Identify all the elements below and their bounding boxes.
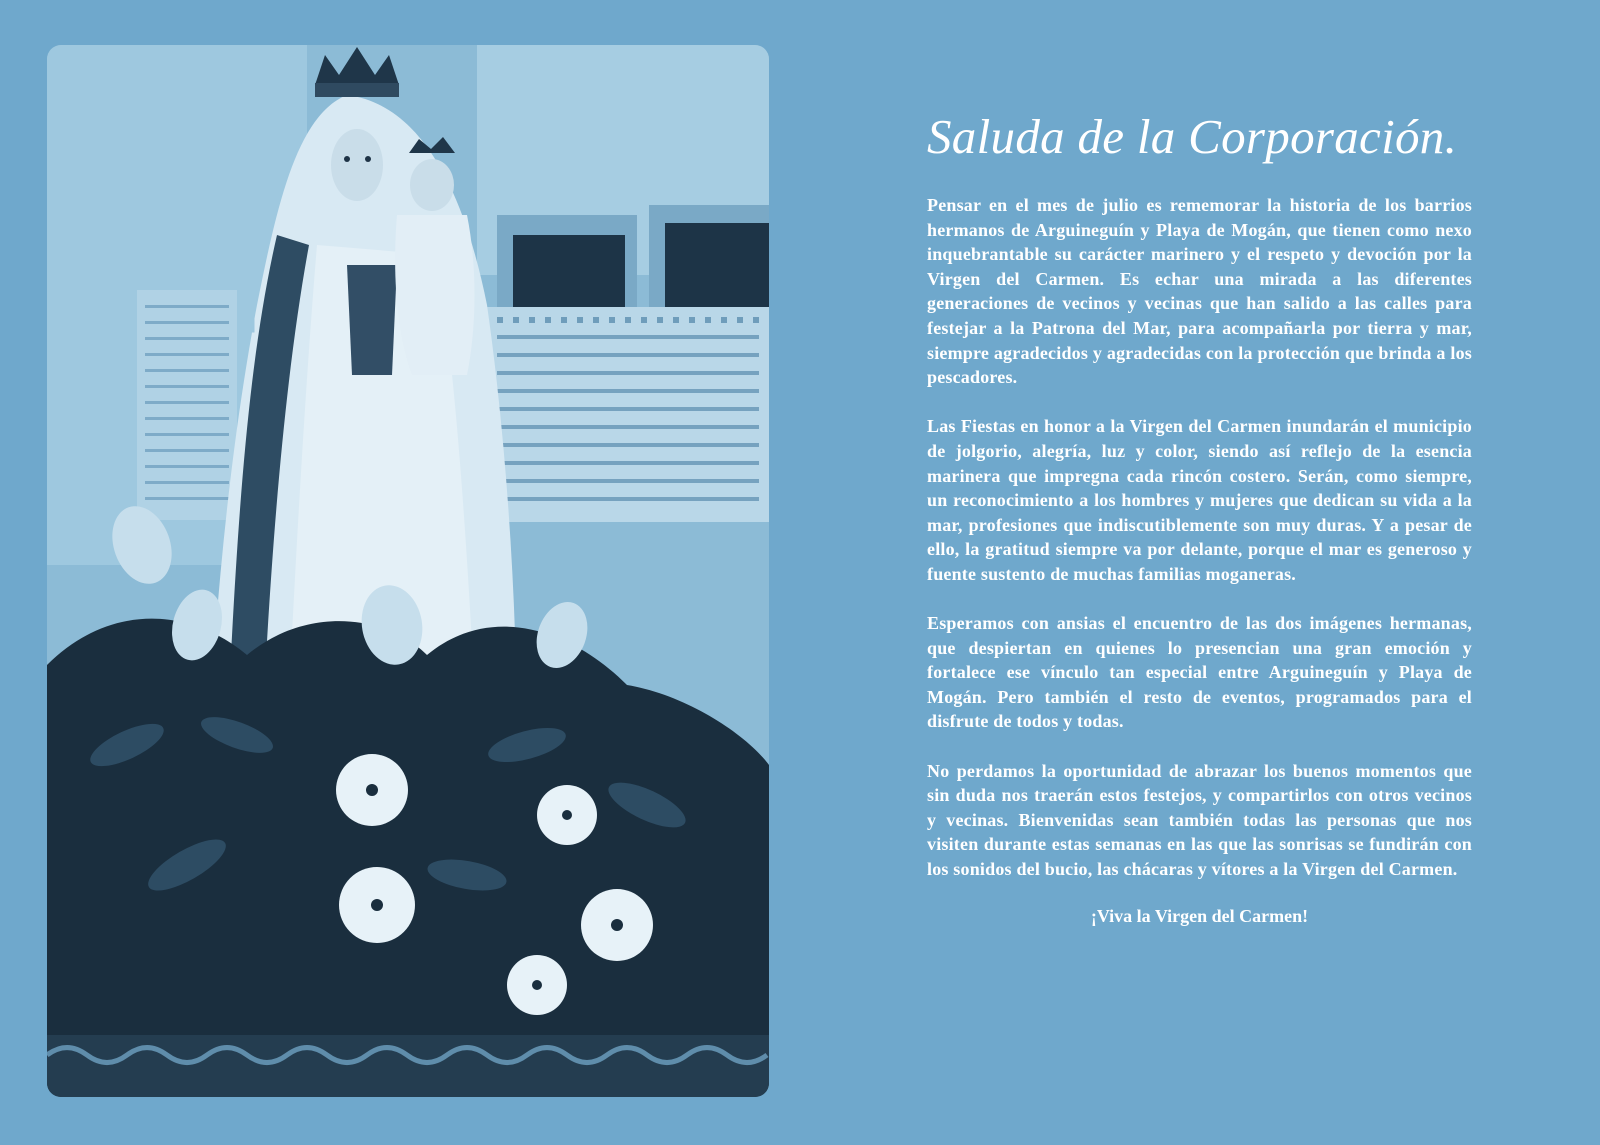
page-title: Saluda de la Corporación. <box>927 109 1458 164</box>
paragraph-1: Pensar en el mes de julio es rememorar la historia de los barrios hermanos de Arguineguín y Playa de Mogán, que tienen como nexo inquebrantable su carácter marinero y el respeto y devoción por la Virgen del Carmen. Es echar una mirada a las diferentes generaciones de vecinos y vecinas que han salido a las calles para festejar a la Patrona del Mar, para acompañarla por tierra y mar, siempre agradecidos y agradecidas con la protección que brinda a los pescadores. <box>927 195 1472 388</box>
closing-exclamation: ¡Viva la Virgen del Carmen! <box>1090 906 1309 927</box>
paragraph-3: Esperamos con ansias el encuentro de las dos imágenes hermanas, que despiertan en quienes lo presencian una gran emoción y fortalece ese vínculo tan especial entre Arguineguín y Playa de Mogán. Pero también el resto de eventos, programados para el disfrute de todos y todas. <box>927 613 1472 732</box>
greeting-text-column <box>927 108 1472 927</box>
virgin-statue-photo <box>47 45 769 1097</box>
paragraph-4: No perdamos la oportunidad de abrazar los buenos momentos que sin duda nos traerán estos festejos, y compartirlos con otros vecinos y vecinas. Bienvenidas sean también todas las personas que nos visiten durante estas semanas en las que las sonrisas se fundirán con los sonidos del bucio, las chácaras y vítores a la Virgen del Carmen. <box>927 760 1472 880</box>
paragraph-2: Las Fiestas en honor a la Virgen del Carmen inundarán el municipio de jolgorio, alegría, luz y color, siendo así reflejo de la esencia marinera que impregna cada rincón costero. Serán, como siempre, un reconocimiento a los hombres y mujeres que dedican su vida a la mar, profesiones que indiscutiblemente son muy duras. Y a pesar de ello, la gratitud siempre va por delante, porque el mar es generoso y fuente sustento de muchas familias moganeras. <box>927 416 1472 584</box>
